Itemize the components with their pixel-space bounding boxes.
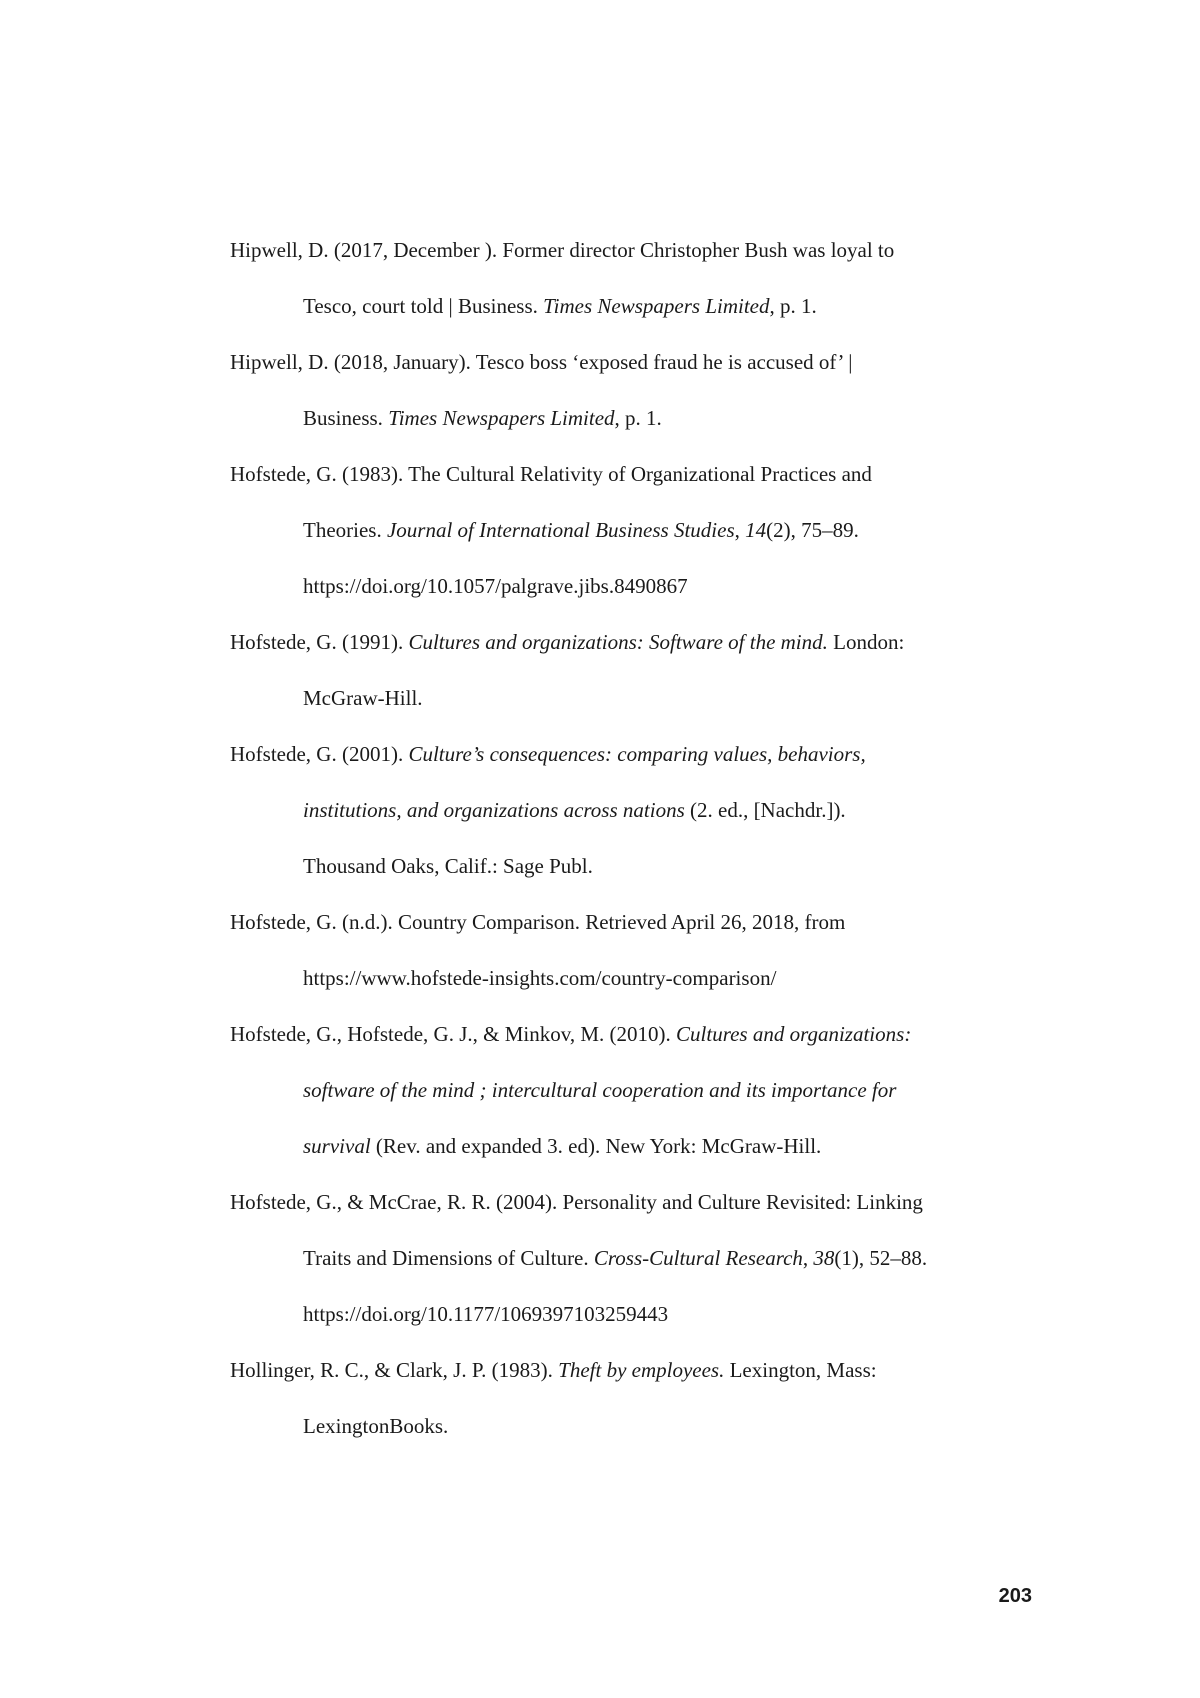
reference-text: , (734, 518, 746, 542)
reference-entry (230, 1174, 1040, 1342)
reference-continuation-line (303, 1118, 1040, 1174)
reference-continuation-line (303, 782, 1040, 838)
reference-text: https://doi.org/10.1057/palgrave.jibs.8490867 (303, 574, 688, 598)
reference-first-line (230, 894, 1040, 950)
reference-continuation-line (303, 1286, 1040, 1342)
reference-text: Theories. (303, 518, 387, 542)
reference-text: Tesco, court told | Business. (303, 294, 544, 318)
reference-first-line (230, 1174, 1040, 1230)
reference-italic-text: Cross-Cultural Research (593, 1246, 803, 1270)
reference-italic-text: Journal of International Business Studies (386, 518, 735, 542)
reference-text: Hofstede, G. (2001). (230, 742, 409, 766)
reference-italic-text: institutions, and organizations across nations (303, 798, 685, 822)
reference-italic-text: Times Newspapers Limited (388, 406, 615, 430)
reference-continuation-line (303, 670, 1040, 726)
reference-first-line (230, 222, 1040, 278)
reference-text: Lexington, Mass: (724, 1358, 877, 1382)
reference-entry (230, 726, 1040, 894)
reference-first-line (230, 446, 1040, 502)
reference-italic-text: 14 (745, 518, 767, 542)
reference-text: Traits and Dimensions of Culture. (303, 1246, 594, 1270)
reference-text: (2. ed., [Nachdr.]). (684, 798, 846, 822)
reference-continuation-line (303, 558, 1040, 614)
reference-list (230, 222, 1040, 1454)
reference-continuation-line (303, 502, 1040, 558)
reference-first-line (230, 614, 1040, 670)
reference-text: https://doi.org/10.1177/1069397103259443 (303, 1302, 669, 1326)
reference-entry (230, 334, 1040, 446)
reference-text: LexingtonBooks. (303, 1414, 449, 1438)
reference-text: McGraw-Hill. (303, 686, 423, 710)
reference-text: Hofstede, G. (1983). The Cultural Relativity of Organizational Practices and (230, 462, 872, 486)
reference-entry (230, 894, 1040, 1006)
reference-italic-text: Theft by employees. (558, 1358, 725, 1382)
reference-text: (Rev. and expanded 3. ed). New York: McGraw-Hill. (370, 1134, 822, 1158)
reference-entry (230, 1006, 1040, 1174)
reference-text: , p. 1. (769, 294, 817, 318)
reference-first-line (230, 1342, 1040, 1398)
reference-continuation-line (303, 278, 1040, 334)
reference-italic-text: Cultures and organizations: (676, 1022, 912, 1046)
reference-text: Business. (303, 406, 389, 430)
reference-continuation-line (303, 390, 1040, 446)
reference-text: https://www.hofstede-insights.com/country-comparison/ (303, 966, 777, 990)
reference-italic-text: software of the mind ; intercultural cooperation and its importance for (303, 1078, 897, 1102)
reference-italic-text: Culture’s consequences: comparing values, behaviors, (408, 742, 866, 766)
reference-text: , (802, 1246, 814, 1270)
reference-first-line (230, 334, 1040, 390)
reference-italic-text: Times Newspapers Limited (543, 294, 770, 318)
reference-text: London: (827, 630, 905, 654)
reference-text: Thousand Oaks, Calif.: Sage Publ. (303, 854, 593, 878)
reference-text: Hipwell, D. (2018, January). Tesco boss ‘exposed fraud he is accused of’ | (230, 350, 853, 374)
reference-text: Hofstede, G. (n.d.). Country Comparison. Retrieved April 26, 2018, from (230, 910, 846, 934)
reference-continuation-line (303, 838, 1040, 894)
reference-first-line (230, 726, 1040, 782)
reference-first-line (230, 1006, 1040, 1062)
reference-text: , p. 1. (614, 406, 662, 430)
reference-text: Hollinger, R. C., & Clark, J. P. (1983). (230, 1358, 559, 1382)
reference-continuation-line (303, 1230, 1040, 1286)
reference-text: Hofstede, G. (1991). (230, 630, 409, 654)
reference-text: (2), 75–89. (766, 518, 859, 542)
reference-italic-text: survival (303, 1134, 371, 1158)
reference-continuation-line (303, 1062, 1040, 1118)
reference-entry (230, 614, 1040, 726)
reference-text: Hipwell, D. (2017, December ). Former director Christopher Bush was loyal to (230, 238, 895, 262)
reference-text: Hofstede, G., Hofstede, G. J., & Minkov, M. (2010). (230, 1022, 677, 1046)
reference-text: Hofstede, G., & McCrae, R. R. (2004). Personality and Culture Revisited: Linking (230, 1190, 923, 1214)
reference-text: (1), 52–88. (834, 1246, 928, 1270)
reference-italic-text: Cultures and organizations: Software of the mind. (408, 630, 828, 654)
page-number: 203 (998, 1585, 1032, 1607)
reference-entry (230, 1342, 1040, 1454)
reference-entry (230, 222, 1040, 334)
reference-entry (230, 446, 1040, 614)
reference-continuation-line (303, 950, 1040, 1006)
reference-italic-text: 38 (813, 1246, 835, 1270)
reference-continuation-line (303, 1398, 1040, 1454)
